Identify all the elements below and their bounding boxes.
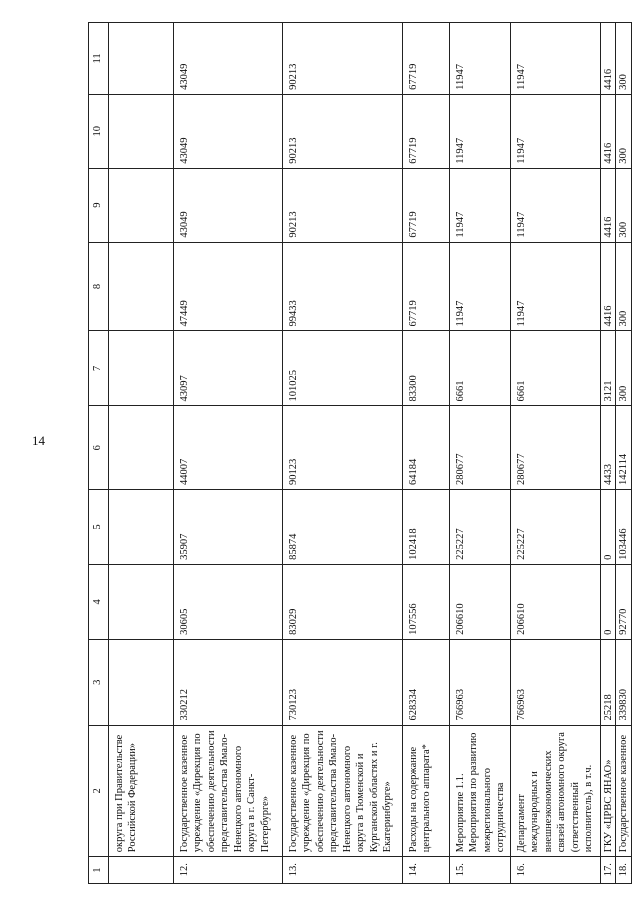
value-cell: 83300 (403, 331, 450, 406)
value-cell: 300 (616, 168, 631, 242)
row-number-cell: 17. (600, 857, 615, 884)
value-cell: 0 (600, 489, 615, 564)
value-cell (109, 168, 174, 242)
table-row (450, 23, 511, 884)
value-cell: 280677 (510, 406, 600, 490)
row-name-cell: округа при Правительстве Российской Федерации» (109, 725, 174, 857)
table-row (600, 23, 615, 884)
row-name-cell: Департамент международных и внешнеэкономических связей автономного округа (ответственный исполнитель), в т.ч. (510, 725, 600, 857)
value-cell (109, 331, 174, 406)
value-cell: 11947 (450, 168, 511, 242)
value-cell: 101025 (283, 331, 403, 406)
value-cell: 90213 (283, 23, 403, 95)
value-cell: 107556 (403, 564, 450, 639)
value-cell: 4416 (600, 242, 615, 331)
value-cell: 102418 (403, 489, 450, 564)
value-cell: 11947 (450, 23, 511, 95)
value-cell: 85874 (283, 489, 403, 564)
value-cell: 206610 (450, 564, 511, 639)
value-cell: 11947 (510, 168, 600, 242)
value-cell (109, 406, 174, 490)
value-cell: 11947 (510, 23, 600, 95)
value-cell: 90213 (283, 94, 403, 168)
header-cell: 11 (89, 23, 109, 95)
header-cell: 8 (89, 242, 109, 331)
value-cell: 300 (616, 94, 631, 168)
header-cell: 6 (89, 406, 109, 490)
value-cell: 92770 (616, 564, 631, 639)
table-row (510, 23, 600, 884)
value-cell: 43049 (174, 23, 283, 95)
value-cell: 43097 (174, 331, 283, 406)
value-cell: 83029 (283, 564, 403, 639)
value-cell: 730123 (283, 639, 403, 725)
value-cell: 339830 (616, 639, 631, 725)
table-row (283, 23, 403, 884)
program-funding-table (88, 22, 632, 884)
value-cell (109, 564, 174, 639)
value-cell: 280677 (450, 406, 511, 490)
value-cell: 300 (616, 23, 631, 95)
value-cell: 30605 (174, 564, 283, 639)
value-cell: 11947 (510, 242, 600, 331)
value-cell: 11947 (450, 242, 511, 331)
row-number-cell: 15. (450, 857, 511, 884)
table-row (109, 23, 174, 884)
value-cell (109, 94, 174, 168)
table-header-row (89, 23, 109, 884)
value-cell: 103446 (616, 489, 631, 564)
row-name-cell: ГКУ «ЦРВС ЯНАО» (600, 725, 615, 857)
value-cell: 67719 (403, 242, 450, 331)
value-cell: 3121 (600, 331, 615, 406)
value-cell: 67719 (403, 94, 450, 168)
value-cell: 6661 (450, 331, 511, 406)
value-cell: 4416 (600, 23, 615, 95)
value-cell: 0 (600, 564, 615, 639)
value-cell: 225227 (450, 489, 511, 564)
value-cell (109, 242, 174, 331)
header-cell: 3 (89, 639, 109, 725)
value-cell: 6661 (510, 331, 600, 406)
value-cell: 67719 (403, 168, 450, 242)
value-cell: 25218 (600, 639, 615, 725)
value-cell: 43049 (174, 168, 283, 242)
row-name-cell: Расходы на содержание центрального аппарата* (403, 725, 450, 857)
value-cell: 99433 (283, 242, 403, 331)
row-number-cell: 16. (510, 857, 600, 884)
header-cell: 2 (89, 725, 109, 857)
header-cell: 4 (89, 564, 109, 639)
page-number: 14 (32, 433, 45, 448)
rotated-page-area (88, 22, 630, 884)
value-cell (109, 489, 174, 564)
header-cell: 5 (89, 489, 109, 564)
header-cell: 10 (89, 94, 109, 168)
value-cell: 47449 (174, 242, 283, 331)
value-cell: 300 (616, 242, 631, 331)
value-cell: 90213 (283, 168, 403, 242)
value-cell: 43049 (174, 94, 283, 168)
header-cell: 9 (89, 168, 109, 242)
value-cell (109, 639, 174, 725)
value-cell: 64184 (403, 406, 450, 490)
value-cell: 206610 (510, 564, 600, 639)
value-cell: 628334 (403, 639, 450, 725)
row-number-cell: 18. (616, 857, 631, 884)
row-name-cell: Государственное казенное учреждение «Дирекция по обеспечению деятельности представительства Ямало-Ненецкого автономного округа в Тюменской и Курганской областях и г. Екатеринбурге» (283, 725, 403, 857)
row-number-cell (109, 857, 174, 884)
value-cell: 67719 (403, 23, 450, 95)
row-number-cell: 13. (283, 857, 403, 884)
row-name-cell: Государственное казенное учреждение «Дирекция по обеспечению деятельности представительства Ямало-Ненецкого автономного округа в г. Санкт-Петербурге» (174, 725, 283, 857)
table-row (403, 23, 450, 884)
row-number-cell: 14. (403, 857, 450, 884)
value-cell: 225227 (510, 489, 600, 564)
row-name-cell: Мероприятие 1.1. Мероприятия по развитию межрегионального сотрудничества (450, 725, 511, 857)
rotated-table-container (88, 22, 630, 884)
value-cell: 4416 (600, 94, 615, 168)
value-cell: 300 (616, 331, 631, 406)
header-cell: 7 (89, 331, 109, 406)
value-cell: 44007 (174, 406, 283, 490)
row-number-cell: 12. (174, 857, 283, 884)
table-row (174, 23, 283, 884)
value-cell: 766963 (510, 639, 600, 725)
value-cell: 90123 (283, 406, 403, 490)
value-cell: 766963 (450, 639, 511, 725)
value-cell: 35907 (174, 489, 283, 564)
row-name-cell: Государственное казенное (616, 725, 631, 857)
value-cell: 11947 (510, 94, 600, 168)
value-cell: 11947 (450, 94, 511, 168)
value-cell: 330212 (174, 639, 283, 725)
header-cell: 1 (89, 857, 109, 884)
value-cell: 4416 (600, 168, 615, 242)
value-cell: 4433 (600, 406, 615, 490)
value-cell: 142114 (616, 406, 631, 490)
value-cell (109, 23, 174, 95)
table-row (616, 23, 631, 884)
